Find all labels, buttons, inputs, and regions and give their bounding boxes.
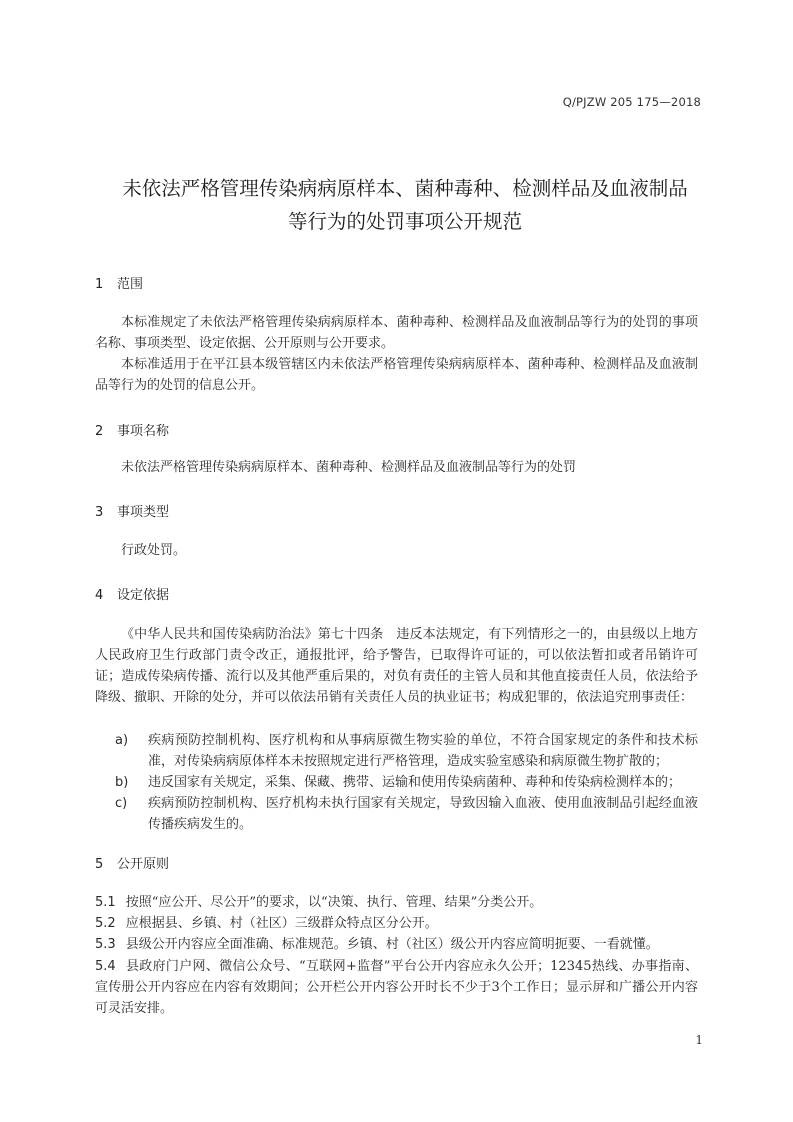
paragraph: 本标准规定了未依法严格管理传染病病原样本、菌种毒种、检测样品及血液制品等行为的处罚的事项名称、事项类型、设定依据、公开原则与公开要求。 [95,315,698,351]
clause-text: 县级公开内容应全面准确、标准规范。乡镇、村（社区）级公开内容应简明扼要、一看就懂。 [125,937,659,952]
section-title: 设定依据 [117,588,170,603]
list-item [95,772,698,793]
list-marker: c) [115,796,128,811]
paragraph: 本标准适用于在平江县本级管辖区内未依法严格管理传染病病原样本、菌种毒种、检测样品及血液制品等行为的处罚的信息公开。 [95,357,698,393]
section-heading-item-type [95,501,169,520]
section-number: 4 [95,588,104,603]
clause-text: 应根据县、乡镇、村（社区）三级群众特点区分公开。 [125,916,438,931]
title-line-1: 未依法严格管理传染病病原样本、菌种毒种、检测样品及血液制品 [122,177,688,200]
list-marker: a) [115,733,129,748]
clause-text: 县政府门户网、微信公众号、“互联网+监督”平台公开内容应永久公开；12345热线、办事指南、宣传册公开内容应在内容有效期间；公开栏公开内容公开时长不少于3个工作日；显示屏和广播公开内容可灵活安排。 [95,959,698,1016]
section-title: 公开原则 [117,857,170,872]
section-heading-disclosure-principles [95,853,169,872]
page-number: 1 [695,1033,703,1047]
clause-number: 5.4 [95,959,116,974]
paragraph: 未依法严格管理传染病病原样本、菌种毒种、检测样品及血液制品等行为的处罚 [121,460,577,475]
list-item-text: 疾病预防控制机构、医疗机构和从事病原微生物实验的单位，不符合国家规定的条件和技术标准，对传染病病原体样本未按照规定进行严格管理，造成实验室感染和病原微生物扩散的； [148,733,698,769]
list-item-text: 违反国家有关规定，采集、保藏、携带、运输和使用传染病菌种、毒种和传染病检测样本的； [148,775,682,790]
list-item [95,793,698,835]
clause [95,913,698,934]
clause-number: 5.2 [95,916,116,931]
section-heading-scope [95,273,143,292]
clause [95,956,698,1019]
section-heading-item-name [95,420,169,439]
paragraph: 《中华人民共和国传染病防治法》第七十四条 违反本法规定，有下列情形之一的，由县级以上地方人民政府卫生行政部门责令改正，通报批评，给予警告，已取得许可证的，可以依法暂扣或者吊销许可证；造成传染病传播、流行以及其他严重后果的，对负有责任的主管人员和其他直接责任人员，依法给予降级、撤职、开除的处分，并可以依法吊销有关责任人员的执业证书；构成犯罪的，依法追究刑事责任： [95,627,698,705]
list-item-text: 疾病预防控制机构、医疗机构未执行国家有关规定，导致因输入血液、使用血液制品引起经血液传播疾病发生的。 [148,796,698,832]
standard-code: Q/PJZW 205 175—2018 [562,95,701,109]
section-title: 范围 [117,277,144,292]
title-line-2: 等行为的处罚事项公开规范 [287,210,522,233]
clause [95,892,698,913]
document-title [60,172,750,238]
clause-number: 5.1 [95,895,116,910]
list-item [95,730,698,772]
paragraph: 行政处罚。 [121,543,187,558]
clause-number: 5.3 [95,937,116,952]
section-number: 2 [95,424,104,439]
section-title: 事项类型 [117,505,170,520]
section-title: 事项名称 [117,424,170,439]
section-heading-legal-basis [95,584,169,603]
clause-text: 按照“应公开、尽公开”的要求，以“决策、执行、管理、结果”分类公开。 [125,895,543,910]
list-marker: b) [115,775,129,790]
section-number: 3 [95,505,104,520]
section-number: 1 [95,277,104,292]
clause [95,934,698,955]
section-number: 5 [95,857,104,872]
